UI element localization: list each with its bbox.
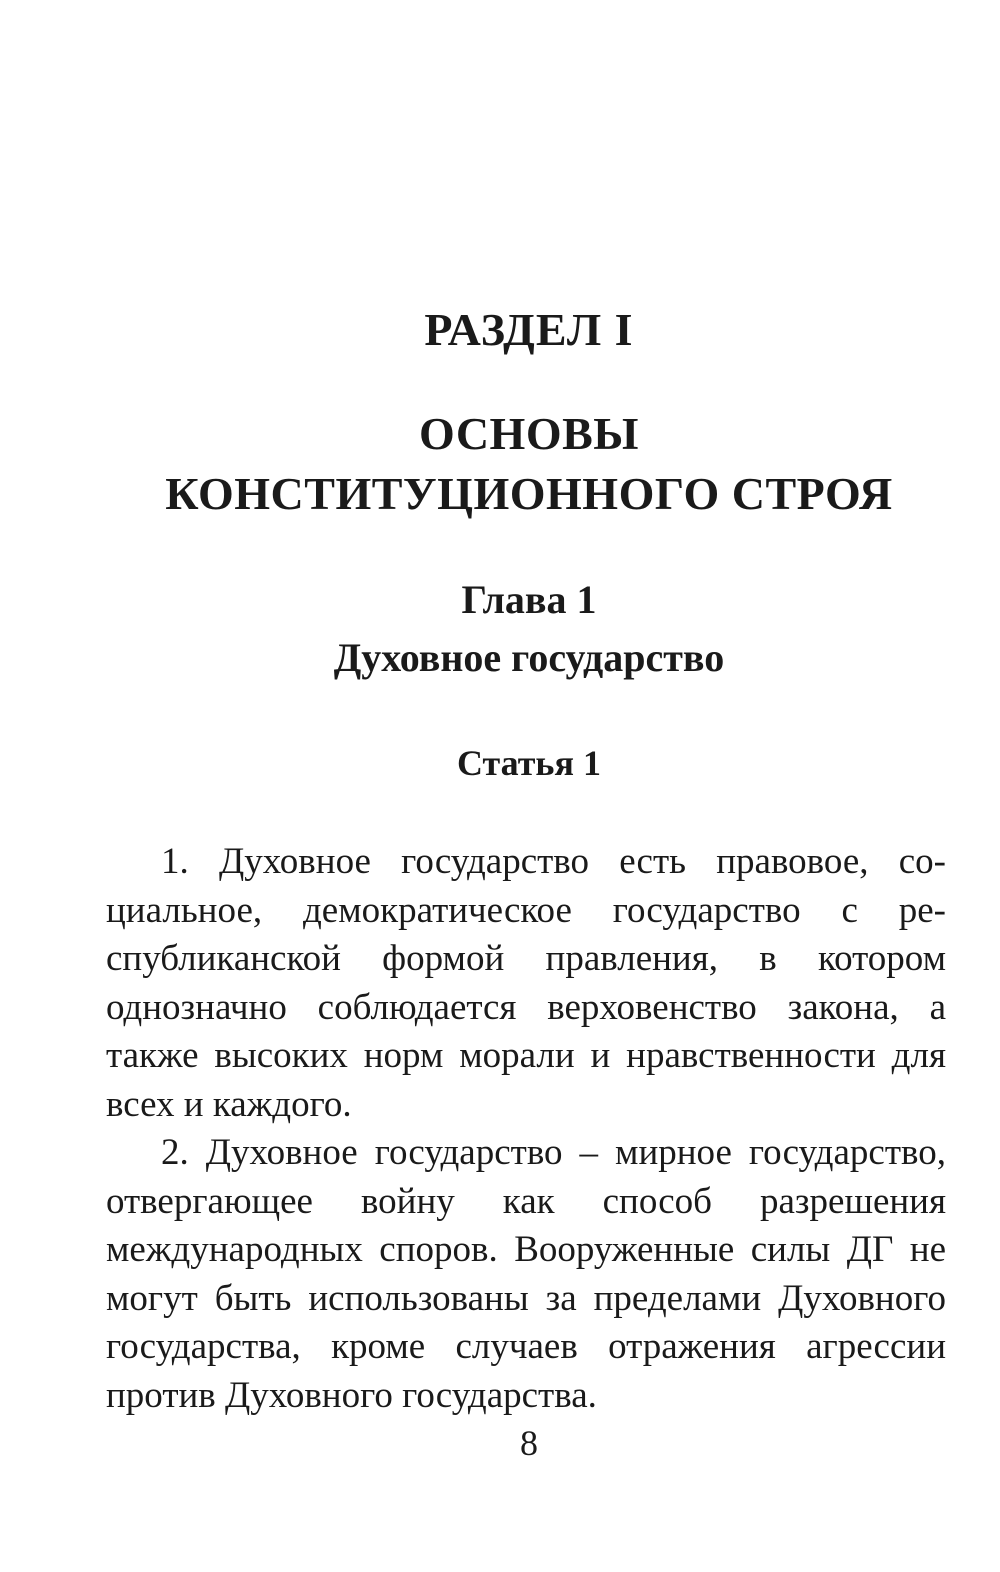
article-paragraph-1: 1. Духовное государство есть правовое, социальное, демократическое государство с республиканской формой правления, в котором однозначно соблюдается верховенство закона, а также высоких норм морали и нравственности для всех и каждого. bbox=[106, 841, 946, 1125]
article-paragraph-2: 2. Духовное государство – мирное государство, отвергающее войну как способ разрешения международных споров. Вооруженные силы ДГ не могут быть использованы за пределами Духовного государства, кроме случаев отражения агрессии против Духовного государства. bbox=[106, 1132, 946, 1416]
chapter-title: Духовное государство bbox=[333, 635, 725, 680]
article-body bbox=[106, 838, 946, 1420]
page-number: 8 bbox=[520, 1423, 538, 1463]
section-subtitle-line-2: КОНСТИТУЦИОННОГО СТРОЯ bbox=[165, 468, 893, 519]
section-subtitle bbox=[0, 404, 1000, 524]
chapter-number: Глава 1 bbox=[461, 577, 597, 622]
section-title: РАЗДЕЛ I bbox=[424, 304, 634, 355]
article-title: Статья 1 bbox=[457, 743, 601, 783]
section-subtitle-line-1: ОСНОВЫ bbox=[419, 408, 639, 459]
